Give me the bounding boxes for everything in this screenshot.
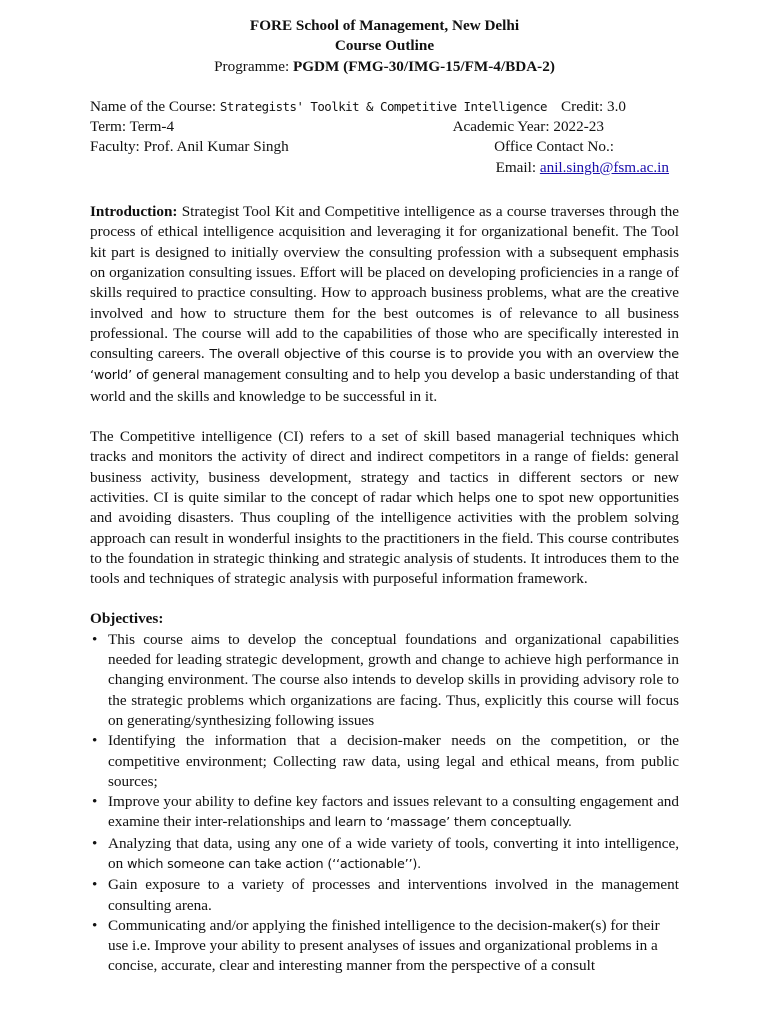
list-item-text: Communicating and/or applying the finished intelligence to the decision-maker(s) for their use i.e. Improve your ability to present analyses of issues and organizational problems in a concise, accurate, clear and interesting manner from the perspective of a consult (108, 916, 660, 975)
list-item-text: Improve your ability to define key factors and issues relevant to a consulting engagement and examine their inter-relationships and (108, 793, 679, 831)
ci-paragraph: The Competitive intelligence (CI) refers to a set of skill based managerial techniques which tracks and monitors the activity of direct and indirect competitors in a range of fields: general business activity, business development, strategy and tactics in different sectors or new activities. CI is quite similar to the concept of radar which helps one to spot new opportunities and avoiding disasters. Thus coupling of the intelligence activities with the problem solving approach can result in wonderful insights to the practitioners in the field. This course contributes to the foundation in strategic thinking and strategic analysis of students. It introduces them to the tools and techniques of strategic analysis with purposeful information framework. (90, 428, 679, 588)
list-item (90, 916, 679, 977)
introduction-heading: Introduction: (90, 203, 178, 221)
course-name (90, 97, 547, 117)
programme-label: Programme: (214, 57, 293, 75)
introduction-objective-text: The overall objective of this course is to provide you with an overview the ‘world’ of general (90, 347, 679, 384)
document-header (90, 16, 679, 77)
office-contact: Office Contact No.: (494, 138, 614, 156)
course-label: Name of the Course: (90, 97, 220, 115)
list-item (90, 834, 679, 876)
list-item (90, 875, 679, 916)
programme-line (90, 57, 679, 77)
academic-year: Academic Year: 2022-23 (452, 118, 604, 136)
course-meta (90, 97, 679, 178)
faculty-row (90, 137, 679, 157)
institution-name: FORE School of Management, New Delhi (249, 17, 520, 34)
list-item-text: This course aims to develop the conceptual foundations and organizational capabilities needed for leading strategic development, growth and change to achieve high performance in changing environment. The course also intends to develop skills in providing advisory role to the strategic problems which organizations are facing. Thus, explicitly this course will focus on generating/synthesizing following issues (108, 630, 679, 729)
document-title: Course Outline (334, 37, 435, 55)
introduction-text-end: management consulting and to help you develop a basic understanding of that world and the skills and knowledge to be successful in it. (90, 366, 679, 405)
list-item (90, 792, 679, 834)
credit: Credit: 3.0 (561, 97, 626, 115)
list-item (90, 731, 679, 792)
list-item-text-tail: learn to ‘massage’ them conceptually. (334, 815, 572, 831)
course-value: Strategists' Toolkit & Competitive Intelligence (219, 98, 548, 114)
document-page (90, 16, 679, 977)
list-item-text: Gain exposure to a variety of processes and interventions involved in the management consulting arena. (108, 876, 679, 914)
email-link[interactable]: anil.singh@fsm.ac.in (539, 158, 669, 176)
course-row (90, 97, 679, 117)
email-row (90, 158, 679, 178)
list-item-text: Identifying the information that a decision-maker needs on the competition, or the competitive environment; Collecting raw data, using legal and ethical means, from public sources; (108, 732, 679, 790)
introduction-text: Strategist Tool Kit and Competitive intelligence as a course traverses through the process of ethical intelligence acquisition and leveraging it for organizational benefit. The Tool kit part is designed to initially overview the consulting profession with a subsequent emphasis on organization consulting issues. Effort will be placed on developing proficiencies in a range of skills required to practice consulting. How to approach business problems, what are the creative involved and how to structure them for the best outcomes is of relevance to all business professional. The course will add to the capabilities of those who are specifically interested in consulting careers. (90, 203, 679, 363)
programme-value: PGDM (FMG-30/IMG-15/FM-4/BDA-2) (292, 57, 555, 75)
email-label: Email: (495, 158, 540, 176)
list-item (90, 630, 679, 731)
faculty: Faculty: Prof. Anil Kumar Singh (90, 138, 289, 156)
objectives-list (90, 630, 679, 977)
term: Term: Term-4 (90, 118, 175, 136)
term-row (90, 117, 679, 137)
objectives-heading: Objectives: (90, 610, 164, 628)
email-line (482, 158, 679, 178)
list-item-text: Analyzing that data, using any one of a wide variety of tools, converting it into intelligence, on (108, 834, 679, 872)
introduction-paragraph (90, 202, 679, 407)
list-item-text-tail: which someone can take action (‘‘actionable’’). (126, 856, 422, 872)
